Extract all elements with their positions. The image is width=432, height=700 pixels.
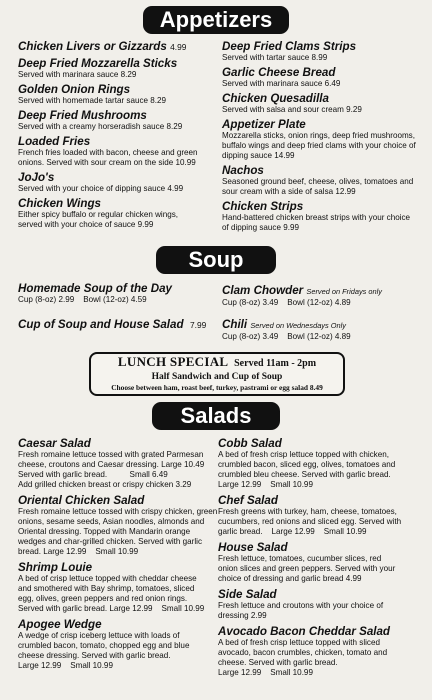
salads-right-column bbox=[218, 437, 432, 682]
soup-cup-salad bbox=[18, 318, 206, 332]
soup-cup-salad-name: Cup of Soup and House Salad bbox=[18, 318, 184, 331]
menu-item-description-line: Hand-battered chicken breast strips with your choice bbox=[222, 213, 411, 222]
menu-item-name bbox=[222, 164, 432, 177]
soup-chili-name: Chili bbox=[222, 318, 248, 331]
menu-item bbox=[18, 197, 218, 230]
menu-item-name bbox=[222, 118, 432, 131]
appetizers-left-column bbox=[18, 40, 218, 233]
menu-item bbox=[18, 171, 218, 194]
menu-item-title: Deep Fried Mozzarella Sticks bbox=[18, 57, 178, 70]
menu-item-description-line: served with your choice of sauce 9.99 bbox=[18, 220, 154, 229]
soup-homemade bbox=[18, 282, 172, 305]
menu-item-name bbox=[218, 437, 432, 450]
soup-chowder-name-line bbox=[222, 284, 382, 298]
soup-heading: Soup bbox=[156, 246, 276, 274]
menu-item-name bbox=[218, 588, 432, 601]
menu-item-name bbox=[18, 561, 218, 574]
menu-item-description-line: Served with marinara sauce 6.49 bbox=[222, 79, 341, 88]
soup-homemade-name: Homemade Soup of the Day bbox=[18, 282, 172, 295]
menu-item-description bbox=[218, 450, 432, 490]
menu-item-description-line: crumbled bacon, tomato, chopped egg and blue bbox=[18, 641, 190, 650]
lunch-special-title-line bbox=[91, 355, 343, 371]
menu-item-title: Chicken Strips bbox=[222, 200, 304, 213]
menu-item-description-line: wedges and char-grilled chicken. Served with garlic bbox=[18, 537, 202, 546]
menu-item-description-line: Served with salsa and sour cream 9.29 bbox=[222, 105, 362, 114]
menu-item-description bbox=[18, 122, 218, 132]
menu-item-title: Side Salad bbox=[218, 588, 277, 601]
menu-item-description-line: Either spicy buffalo or regular chicken wings, bbox=[18, 210, 179, 219]
menu-item-price: 4.99 bbox=[170, 42, 187, 52]
menu-item-title: Chicken Livers or Gizzards bbox=[18, 40, 167, 53]
menu-item-description-line: Fresh romaine lettuce tossed with crispy chicken, green bbox=[18, 507, 218, 516]
menu-item-title: House Salad bbox=[218, 541, 288, 554]
menu-item-name bbox=[222, 92, 432, 105]
menu-item-title: JoJo's bbox=[18, 171, 55, 184]
menu-item-description-line: Add grilled chicken breast or crispy chicken 3.29 bbox=[18, 480, 192, 489]
menu-item-description-line: cheese dressing. Served with garlic bread. bbox=[18, 651, 171, 660]
menu-item-description-line: Fresh romaine lettuce tossed with grated Parmesan bbox=[18, 450, 204, 459]
menu-item bbox=[218, 494, 432, 537]
menu-item-description-line: dressing 2.99 bbox=[218, 611, 267, 620]
lunch-special-title: LUNCH SPECIAL bbox=[117, 354, 229, 369]
menu-item-name bbox=[222, 40, 432, 53]
salads-heading: Salads bbox=[152, 402, 280, 430]
menu-item-description bbox=[222, 53, 432, 63]
menu-item-description bbox=[222, 131, 432, 161]
menu-item-title: Nachos bbox=[222, 164, 264, 177]
menu-item-description-line: choice of dressing and garlic bread 4.99 bbox=[218, 574, 362, 583]
menu-item-name bbox=[18, 83, 218, 96]
menu-item-description bbox=[222, 105, 432, 115]
menu-item-name bbox=[18, 494, 218, 507]
menu-item-description-line: onions, sesame seeds, Asian noodles, almonds and bbox=[18, 517, 205, 526]
menu-item-name bbox=[18, 197, 218, 210]
menu-item bbox=[218, 588, 432, 621]
lunch-special-subtitle: Half Sandwich and Cup of Soup bbox=[151, 372, 283, 382]
menu-item bbox=[18, 561, 218, 614]
menu-item-description-line: garlic bread. Large 12.99 Small 10.99 bbox=[218, 527, 367, 536]
menu-item-name bbox=[18, 437, 218, 450]
menu-item-description-line: Served with marinara sauce 8.29 bbox=[18, 70, 137, 79]
menu-item-description-line: Oriental dressing. Topped with Mandarin orange bbox=[18, 527, 191, 536]
menu-item-description-line: Mozzarella sticks, onion rings, deep fried mushrooms, bbox=[222, 131, 415, 140]
menu-item-name bbox=[18, 57, 218, 70]
menu-item-description-line: cucumbers, red onions and sliced egg. Served with bbox=[218, 517, 402, 526]
menu-item-title: Oriental Chicken Salad bbox=[18, 494, 145, 507]
soup-chili-note: Served on Wednesdays Only bbox=[250, 321, 346, 330]
menu-item-title: Deep Fried Clams Strips bbox=[222, 40, 357, 53]
menu-item-description-line: Large 12.99 Small 10.99 bbox=[218, 668, 313, 677]
menu-item-title: Appetizer Plate bbox=[222, 118, 306, 131]
menu-item-name bbox=[18, 135, 218, 148]
menu-item-description-line: French fries loaded with bacon, cheese and green bbox=[18, 148, 198, 157]
menu-item-description-line: Served with tartar sauce 8.99 bbox=[222, 53, 328, 62]
menu-item bbox=[18, 135, 218, 168]
menu-item-description-line: Served with homemade tartar sauce 8.29 bbox=[18, 96, 167, 105]
menu-item-description-line: sour cream with a side of salsa 12.99 bbox=[222, 187, 356, 196]
menu-item-description-line: and smothered with Bay shrimp, tomatoes, sliced bbox=[18, 584, 195, 593]
menu-item bbox=[18, 109, 218, 132]
menu-item-description-line: A bed of crisp lettuce topped with cheddar cheese bbox=[18, 574, 197, 583]
menu-item-description bbox=[18, 70, 218, 80]
menu-item bbox=[18, 437, 218, 490]
menu-item bbox=[18, 494, 218, 557]
menu-item-description bbox=[218, 554, 432, 584]
menu-item-name bbox=[222, 66, 432, 79]
menu-item-description bbox=[218, 507, 432, 537]
menu-item-description-line: Fresh lettuce, tomatoes, cucumber slices, red bbox=[218, 554, 382, 563]
menu-item bbox=[222, 164, 432, 197]
menu-item-description bbox=[18, 574, 218, 614]
menu-item-title: Deep Fried Mushrooms bbox=[18, 109, 147, 122]
menu-item-name bbox=[218, 625, 432, 638]
menu-item-description bbox=[18, 184, 218, 194]
menu-item-name bbox=[18, 40, 218, 54]
menu-item-description bbox=[18, 210, 218, 230]
menu-item-description-line: onions. Served with sour cream on the side 10.99 bbox=[18, 158, 196, 167]
menu-item-title: Chicken Quesadilla bbox=[222, 92, 329, 105]
menu-item-description bbox=[222, 213, 432, 233]
menu-item bbox=[222, 118, 432, 161]
menu-item bbox=[222, 66, 432, 89]
menu-item-description-line: egg, olives, green peppers and red onion rings. bbox=[18, 594, 188, 603]
menu-item-description-line: Served with your choice of dipping sauce 4.99 bbox=[18, 184, 184, 193]
soup-chowder-prices: Cup (8-oz) 3.49 Bowl (12-oz) 4.89 bbox=[222, 298, 351, 307]
menu-item bbox=[222, 40, 432, 63]
menu-item bbox=[18, 618, 218, 671]
menu-item bbox=[222, 200, 432, 233]
menu-item-name bbox=[218, 541, 432, 554]
menu-item bbox=[218, 437, 432, 490]
menu-item bbox=[218, 625, 432, 678]
soup-chowder-note: Served on Fridays only bbox=[306, 287, 382, 296]
menu-item-name bbox=[18, 109, 218, 122]
menu-item-name bbox=[18, 618, 218, 631]
soup-chili-prices: Cup (8-oz) 3.49 Bowl (12-oz) 4.89 bbox=[222, 332, 351, 341]
menu-item-description bbox=[18, 450, 218, 490]
menu-item-description-line: cheese, croutons and Caesar dressing. Large 10.49 bbox=[18, 460, 205, 469]
soup-chowder bbox=[222, 284, 382, 308]
menu-item bbox=[222, 92, 432, 115]
menu-item-description-line: of dipping sauce 9.99 bbox=[222, 223, 299, 232]
menu-item-description-line: Served with garlic bread. Large 12.99 Small 10.99 bbox=[18, 604, 205, 613]
soup-cup-salad-line bbox=[18, 318, 206, 332]
salads-left-column bbox=[18, 437, 218, 675]
menu-item-description-line: Seasoned ground beef, cheese, olives, tomatoes and bbox=[222, 177, 414, 186]
menu-item-title: Caesar Salad bbox=[18, 437, 91, 450]
appetizers-heading: Appetizers bbox=[143, 6, 289, 34]
menu-item-title: Cobb Salad bbox=[218, 437, 282, 450]
menu-item-name bbox=[218, 494, 432, 507]
menu-item-description bbox=[18, 631, 218, 671]
menu-item bbox=[18, 83, 218, 106]
soup-chili-name-line bbox=[222, 318, 351, 332]
menu-item-title: Chef Salad bbox=[218, 494, 278, 507]
menu-item-description bbox=[218, 638, 432, 678]
menu-item bbox=[18, 57, 218, 80]
menu-item-description-line: Served with garlic bread. Small 6.49 bbox=[18, 470, 168, 479]
soup-chili bbox=[222, 318, 351, 342]
menu-item-description-line: cheese. Served with garlic bread. bbox=[218, 658, 338, 667]
menu-item-description bbox=[18, 148, 218, 168]
menu-item bbox=[18, 40, 218, 54]
menu-item-name bbox=[222, 200, 432, 213]
lunch-special-box bbox=[89, 352, 345, 396]
menu-item-title: Chicken Wings bbox=[18, 197, 101, 210]
menu-item-description bbox=[222, 177, 432, 197]
menu-item-description-line: crumbled bleu cheese. Served with garlic bread. bbox=[218, 470, 391, 479]
menu-item-description-line: buffalo wings and deep fried clams with your choice of bbox=[222, 141, 416, 150]
menu-item-description bbox=[222, 79, 432, 89]
menu-item-description-line: avocado, bacon crumbles, chicken, tomato and bbox=[218, 648, 388, 657]
lunch-special-choices: Choose between ham, roast beef, turkey, pastrami or egg salad 8.49 bbox=[111, 383, 323, 392]
menu-item-description-line: A wedge of crisp iceberg lettuce with loads of bbox=[18, 631, 180, 640]
menu-item-title: Garlic Cheese Bread bbox=[222, 66, 336, 79]
menu-item-description bbox=[18, 507, 218, 557]
menu-item-description-line: Served with a creamy horseradish sauce 8.29 bbox=[18, 122, 183, 131]
menu-item-title: Avocado Bacon Cheddar Salad bbox=[218, 625, 391, 638]
menu-item-description-line: crumbled bacon, sliced egg, olives, tomatoes and bbox=[218, 460, 396, 469]
appetizers-right-column bbox=[222, 40, 432, 236]
menu-item-description-line: Large 12.99 Small 10.99 bbox=[218, 480, 313, 489]
menu-item-description-line: dipping sauce 14.99 bbox=[222, 151, 295, 160]
menu-item-title: Shrimp Louie bbox=[18, 561, 93, 574]
lunch-special-hours: Served 11am - 2pm bbox=[234, 358, 317, 369]
menu-item-name bbox=[18, 171, 218, 184]
menu-item-description-line: Large 12.99 Small 10.99 bbox=[18, 661, 113, 670]
menu-item-description bbox=[18, 96, 218, 106]
menu-item-description-line: A bed of fresh crisp lettuce topped with chicken, bbox=[218, 450, 389, 459]
menu-item-title: Loaded Fries bbox=[18, 135, 91, 148]
menu-item-description bbox=[218, 601, 432, 621]
menu-item-title: Apogee Wedge bbox=[18, 618, 102, 631]
menu-item-description-line: bread. Large 12.99 Small 10.99 bbox=[18, 547, 139, 556]
menu-item bbox=[218, 541, 432, 584]
menu-item-description-line: onion slices and green peppers. Served with your bbox=[218, 564, 396, 573]
menu-item-title: Golden Onion Rings bbox=[18, 83, 131, 96]
soup-homemade-prices: Cup (8-oz) 2.99 Bowl (12-oz) 4.59 bbox=[18, 295, 147, 304]
soup-cup-salad-price: 7.99 bbox=[190, 320, 207, 330]
soup-chowder-name: Clam Chowder bbox=[222, 284, 304, 297]
menu-item-description-line: Fresh greens with turkey, ham, cheese, tomatoes, bbox=[218, 507, 397, 516]
menu-item-description-line: A bed of fresh crisp lettuce topped with sliced bbox=[218, 638, 380, 647]
menu-item-description-line: Fresh lettuce and croutons with your choice of bbox=[218, 601, 384, 610]
